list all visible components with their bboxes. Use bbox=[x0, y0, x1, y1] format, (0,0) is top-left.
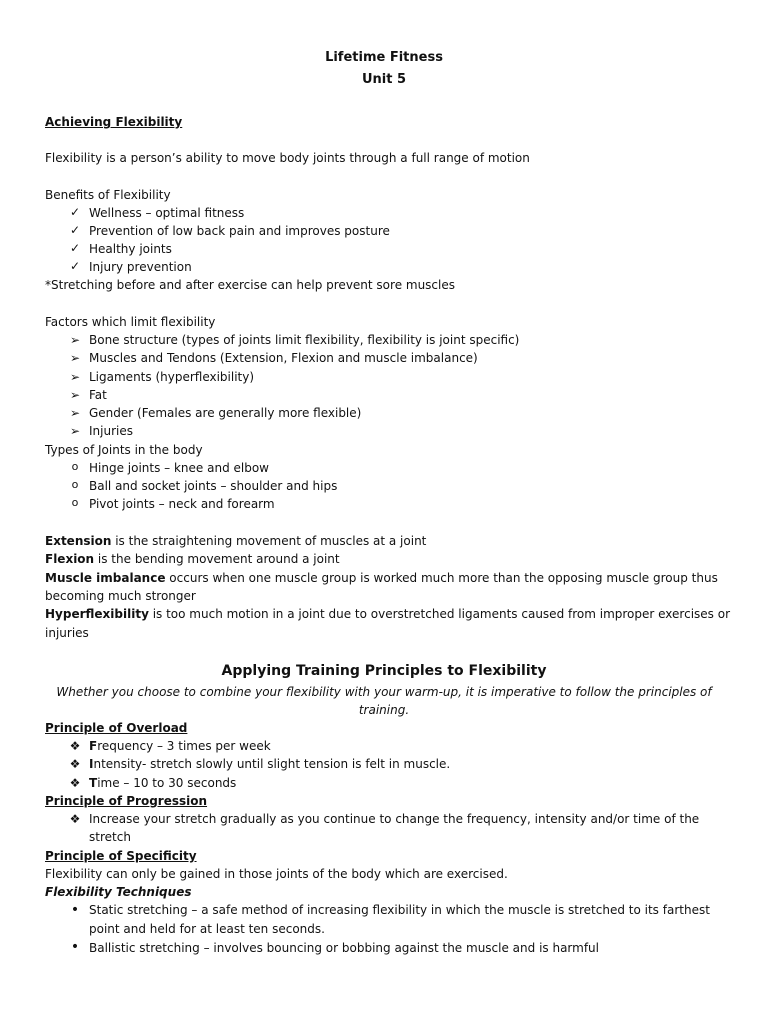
list-item: Ball and socket joints – shoulder and hips bbox=[89, 479, 338, 493]
list-item: Muscles and Tendons (Extension, Flexion and muscle imbalance) bbox=[89, 351, 478, 365]
item-text: requency – 3 times per week bbox=[97, 739, 271, 753]
overload-heading: Principle of Overload bbox=[45, 721, 188, 735]
hollow-circle-bullet-icon: o bbox=[71, 478, 79, 491]
document-title: Lifetime Fitness bbox=[325, 50, 443, 65]
definition-term: Muscle imbalance bbox=[45, 571, 166, 585]
arrowhead-bullet-icon: ➢ bbox=[69, 370, 81, 384]
check-icon: ✓ bbox=[69, 223, 81, 237]
check-icon: ✓ bbox=[69, 241, 81, 255]
joints-heading: Types of Joints in the body bbox=[45, 443, 203, 457]
definition-text: is too much motion in a joint due to overstretched ligaments caused from improper exercises or bbox=[148, 607, 730, 621]
specificity-heading: Principle of Specificity bbox=[45, 849, 197, 863]
definition-hyperflexibility bbox=[45, 605, 728, 623]
section-heading-applying: Applying Training Principles to Flexibility bbox=[221, 663, 547, 679]
list-item: Fat bbox=[89, 388, 107, 402]
list-item: Prevention of low back pain and improves posture bbox=[89, 224, 390, 238]
techniques-heading: Flexibility Techniques bbox=[45, 885, 192, 899]
arrowhead-bullet-icon: ➢ bbox=[69, 388, 81, 402]
initial-letter: F bbox=[89, 739, 98, 753]
filled-dot-bullet-icon: • bbox=[70, 939, 80, 955]
definition-term: Extension bbox=[45, 534, 112, 548]
arrowhead-bullet-icon: ➢ bbox=[69, 424, 81, 438]
definition-text: occurs when one muscle group is worked much more than the opposing muscle group thus bbox=[165, 571, 718, 585]
list-item: Injury prevention bbox=[89, 260, 192, 274]
arrowhead-bullet-icon: ➢ bbox=[69, 406, 81, 420]
four-diamond-bullet-icon: ❖ bbox=[69, 776, 81, 790]
initial-letter: T bbox=[89, 776, 98, 790]
item-text: ime – 10 to 30 seconds bbox=[97, 776, 237, 790]
four-diamond-bullet-icon: ❖ bbox=[69, 739, 81, 753]
check-icon: ✓ bbox=[69, 259, 81, 273]
list-item-continuation: point and held for at least ten seconds. bbox=[89, 922, 325, 936]
check-icon: ✓ bbox=[69, 205, 81, 219]
list-item: Hinge joints – knee and elbow bbox=[89, 461, 269, 475]
four-diamond-bullet-icon: ❖ bbox=[69, 812, 81, 826]
initial-letter: I bbox=[89, 757, 94, 771]
specificity-text: Flexibility can only be gained in those joints of the body which are exercised. bbox=[45, 867, 508, 881]
hollow-circle-bullet-icon: o bbox=[71, 496, 79, 509]
arrowhead-bullet-icon: ➢ bbox=[69, 351, 81, 365]
definition-flexion bbox=[45, 550, 728, 568]
definition-continuation: injuries bbox=[45, 626, 89, 640]
list-item: Increase your stretch gradually as you continue to change the frequency, intensity and/or time of the bbox=[89, 812, 700, 826]
definition-continuation: becoming much stronger bbox=[45, 589, 196, 603]
applying-intro-continuation: training. bbox=[358, 703, 410, 717]
progression-heading: Principle of Progression bbox=[45, 794, 208, 808]
item-text: ntensity- stretch slowly until slight tension is felt in muscle. bbox=[93, 757, 451, 771]
list-item bbox=[89, 774, 728, 792]
definition-text: is the bending movement around a joint bbox=[94, 552, 340, 566]
definition-term: Hyperflexibility bbox=[45, 607, 149, 621]
list-item: Bone structure (types of joints limit flexibility, flexibility is joint specific) bbox=[89, 333, 520, 347]
list-item: Injuries bbox=[89, 424, 133, 438]
list-item: Static stretching – a safe method of increasing flexibility in which the muscle is stretched to its farthest bbox=[89, 903, 710, 917]
applying-intro: Whether you choose to combine your flexibility with your warm-up, it is imperative to follow the principles of bbox=[56, 685, 712, 699]
list-item: Healthy joints bbox=[89, 242, 172, 256]
list-item bbox=[89, 755, 728, 773]
section-heading-achieving: Achieving Flexibility bbox=[45, 115, 183, 129]
four-diamond-bullet-icon: ❖ bbox=[69, 757, 81, 771]
definition-extension bbox=[45, 532, 728, 550]
list-item: Wellness – optimal fitness bbox=[89, 206, 245, 220]
list-item: Pivot joints – neck and forearm bbox=[89, 497, 275, 511]
benefits-heading: Benefits of Flexibility bbox=[45, 188, 171, 202]
list-item bbox=[89, 737, 728, 755]
hollow-circle-bullet-icon: o bbox=[71, 460, 79, 473]
list-item-continuation: stretch bbox=[89, 830, 131, 844]
document-unit: Unit 5 bbox=[361, 72, 407, 87]
arrowhead-bullet-icon: ➢ bbox=[69, 333, 81, 347]
flexibility-definition: Flexibility is a person’s ability to move body joints through a full range of motion bbox=[45, 151, 530, 165]
definition-muscle-imbalance bbox=[45, 569, 728, 587]
definition-term: Flexion bbox=[45, 552, 95, 566]
filled-dot-bullet-icon: • bbox=[70, 902, 80, 918]
list-item: Gender (Females are generally more flexible) bbox=[89, 406, 362, 420]
factors-heading: Factors which limit flexibility bbox=[45, 315, 216, 329]
list-item: Ballistic stretching – involves bouncing or bobbing against the muscle and is harmful bbox=[89, 941, 599, 955]
definition-text: is the straightening movement of muscles at a joint bbox=[111, 534, 427, 548]
stretching-note: *Stretching before and after exercise can help prevent sore muscles bbox=[45, 278, 455, 292]
list-item: Ligaments (hyperflexibility) bbox=[89, 370, 255, 384]
